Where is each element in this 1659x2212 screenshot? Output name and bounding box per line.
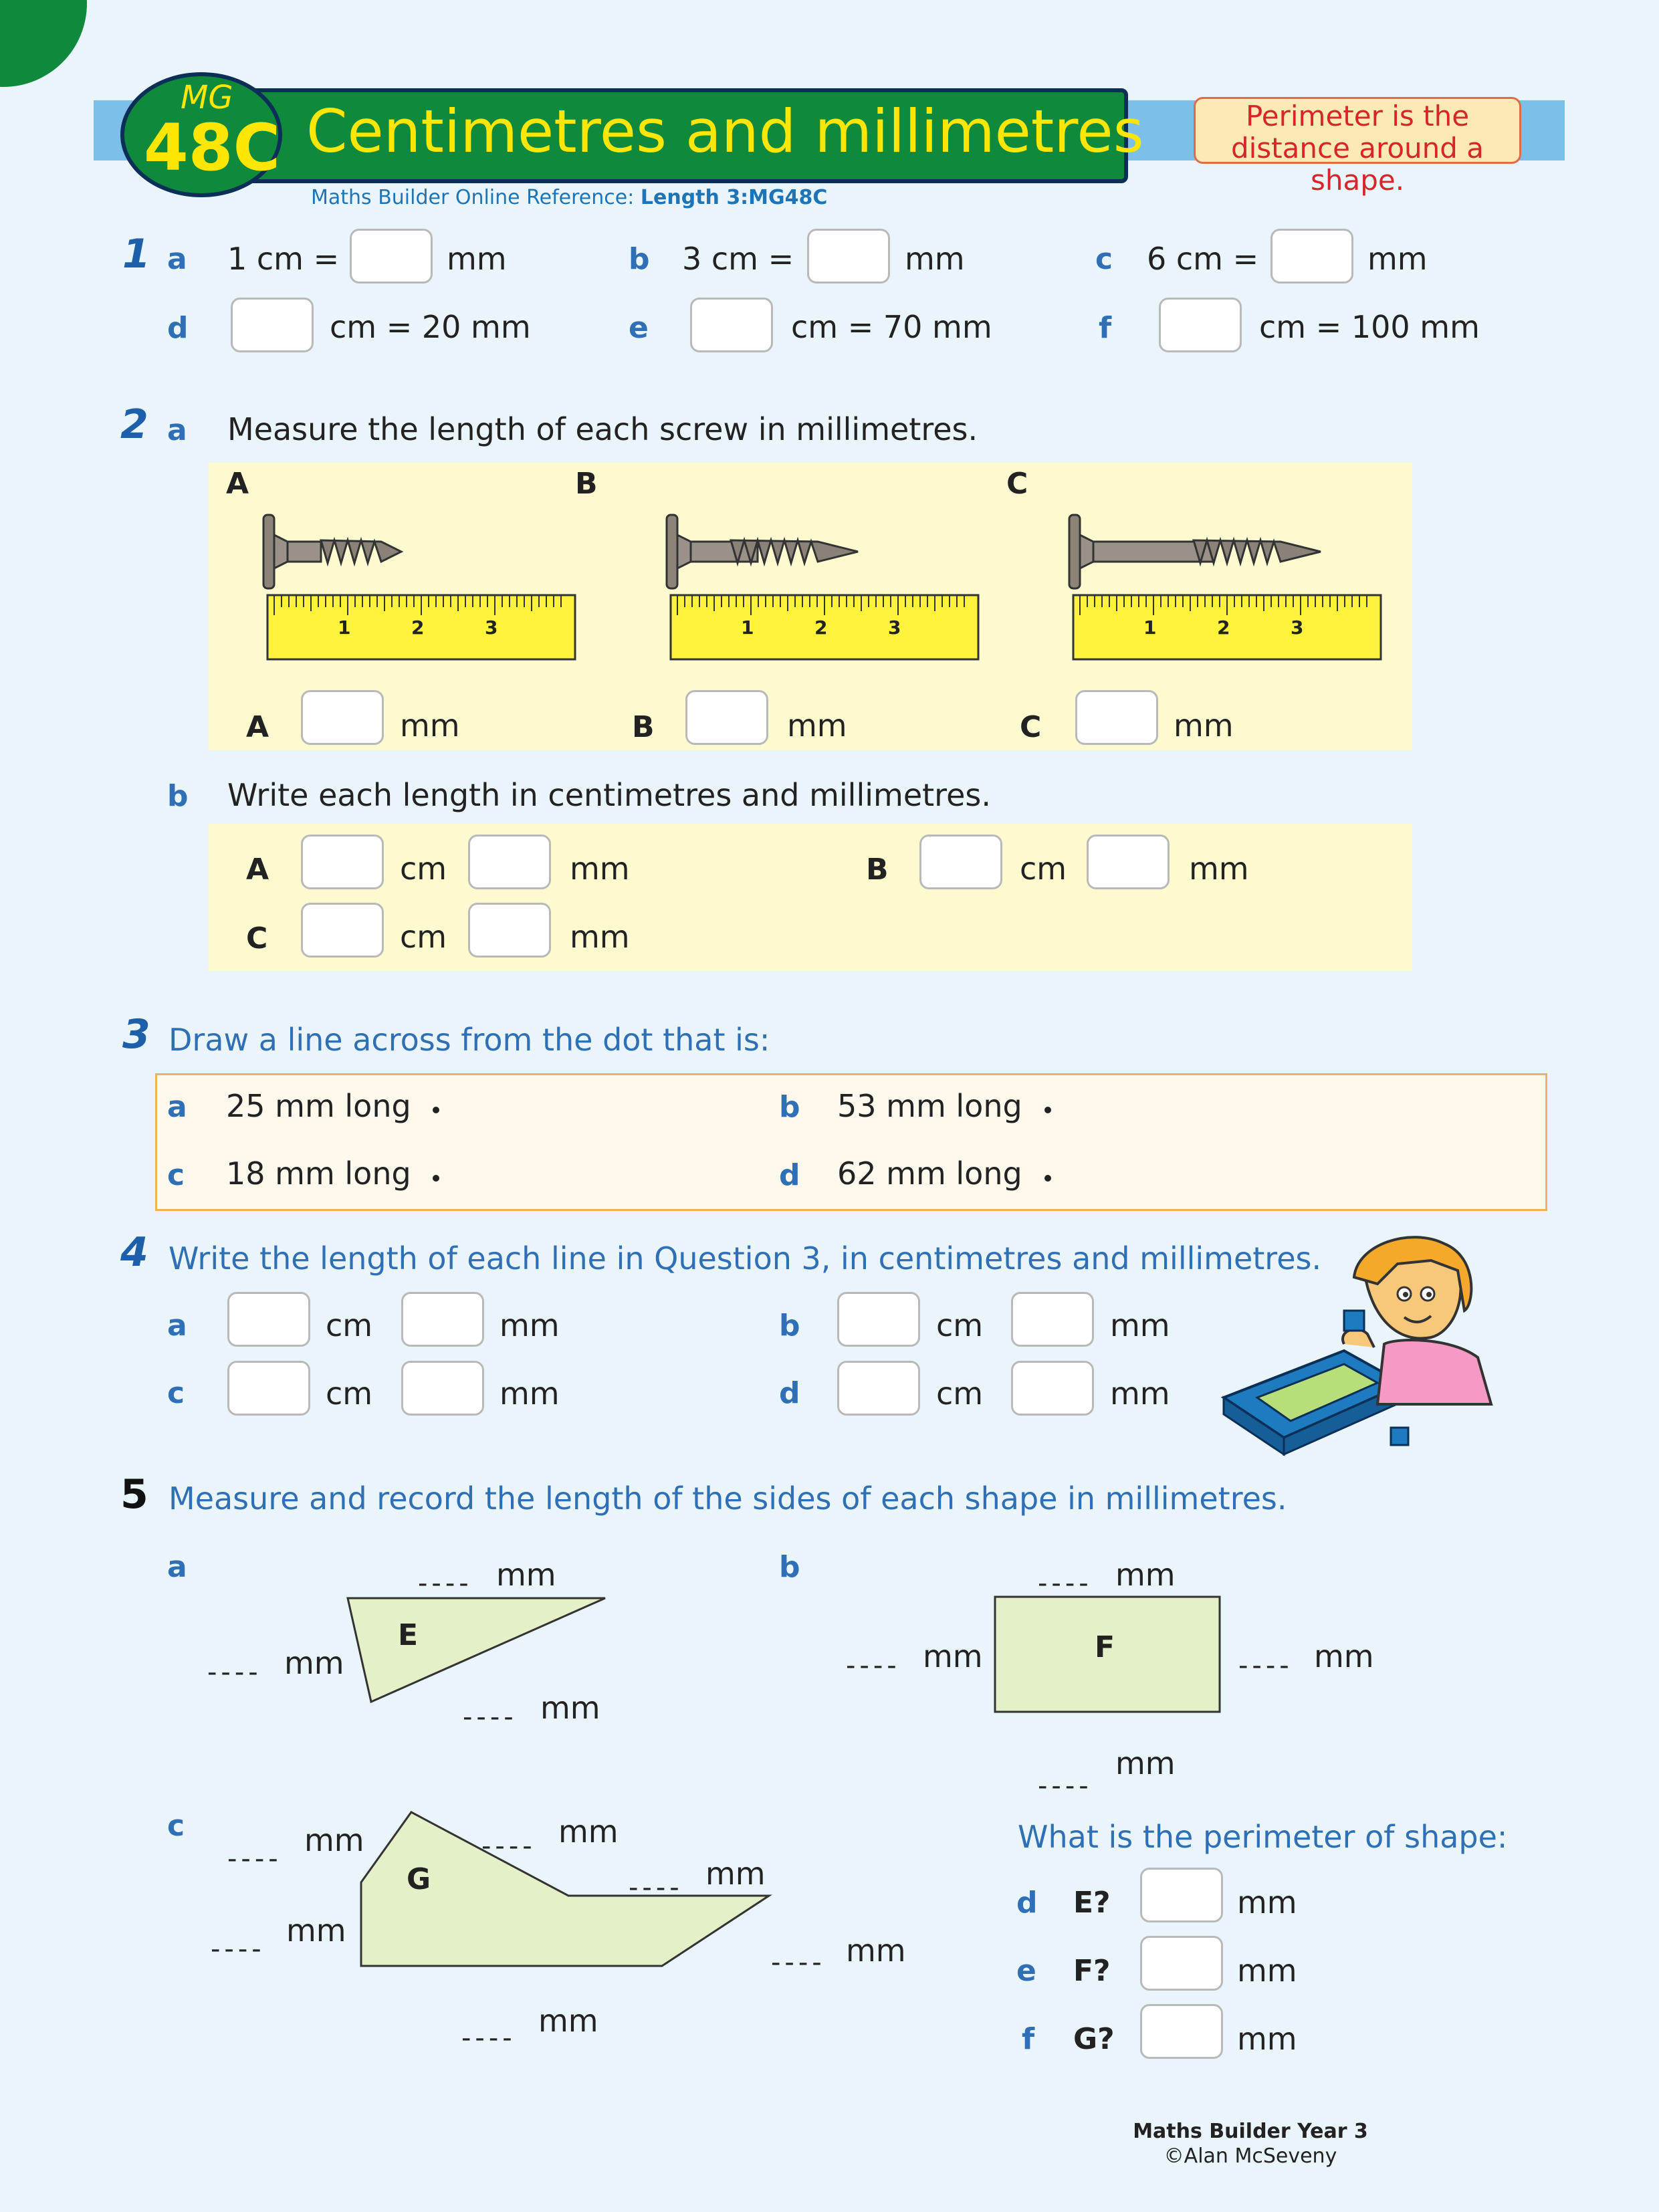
page-title: Centimetres and millimetres	[306, 97, 1144, 166]
q1-f-text: cm = 100 mm	[1259, 309, 1480, 345]
shape-g-left-blank[interactable]: ----	[211, 1934, 265, 1965]
q1-b-unit: mm	[905, 241, 965, 277]
shape-g-bottom-blank[interactable]: ----	[461, 2023, 516, 2054]
q4-d-letter: d	[779, 1376, 800, 1410]
ruler-b-tick-1: 1	[741, 617, 754, 639]
question-2-number: 2	[120, 401, 148, 448]
shape-e-top-blank[interactable]: ----	[418, 1568, 473, 1599]
shape-g-right-blank[interactable]: ----	[771, 1947, 826, 1978]
q5-d-letter: d	[1016, 1886, 1038, 1920]
shape-e-left-unit: mm	[284, 1645, 344, 1681]
q2b-a-cm-unit: cm	[400, 851, 447, 887]
q2b-c-cm-box[interactable]	[301, 903, 384, 958]
q5-e-shape: F?	[1073, 1954, 1111, 1988]
q5-b-letter: b	[779, 1550, 800, 1584]
screw-c-icon	[1069, 515, 1321, 588]
q2a-answer-c-unit: mm	[1174, 707, 1234, 744]
footer-book-title: Maths Builder Year 3	[1133, 2120, 1368, 2143]
q4-a-letter: a	[167, 1309, 187, 1343]
shape-g-topleft-unit: mm	[304, 1822, 364, 1858]
q2a-answer-a-unit: mm	[400, 707, 460, 744]
q4-c-mm-box[interactable]	[401, 1361, 484, 1416]
shape-e-diagonal-unit: mm	[540, 1690, 600, 1726]
q2b-b-label: B	[866, 853, 889, 887]
shape-f-top-unit: mm	[1115, 1557, 1176, 1593]
q1-c-letter: c	[1095, 242, 1113, 276]
q4-b-cm-box[interactable]	[837, 1292, 920, 1347]
q3-d-letter: d	[779, 1158, 800, 1192]
q1-b-text: 3 cm =	[682, 241, 794, 277]
q4-b-letter: b	[779, 1309, 800, 1343]
q5-a-letter: a	[167, 1550, 187, 1584]
screw-a-icon	[263, 515, 401, 588]
q2b-b-mm-unit: mm	[1189, 851, 1249, 887]
q3-a-letter: a	[167, 1090, 187, 1124]
q3-a-dot[interactable]	[433, 1107, 439, 1113]
shape-f-top-blank[interactable]: ----	[1038, 1568, 1093, 1599]
q5-f-answer-box[interactable]	[1140, 2004, 1223, 2059]
q1-a-unit: mm	[447, 241, 507, 277]
q1-d-answer-box[interactable]	[231, 298, 314, 352]
q4-a-cm-box[interactable]	[227, 1292, 310, 1347]
q5-d-answer-box[interactable]	[1140, 1868, 1223, 1922]
ruler-a-tick-1: 1	[338, 617, 351, 639]
q5-d-shape: E?	[1073, 1886, 1111, 1920]
question-5-number: 5	[120, 1471, 148, 1518]
q2-a-letter: a	[167, 413, 187, 447]
shape-g-slope-unit: mm	[558, 1813, 619, 1850]
perimeter-question: What is the perimeter of shape:	[1018, 1819, 1508, 1855]
ruler-c-tick-2: 2	[1217, 617, 1230, 639]
q5-d-unit: mm	[1237, 1884, 1297, 1920]
q1-c-text: 6 cm =	[1147, 241, 1259, 277]
shape-f-label: F	[1095, 1630, 1115, 1664]
q4-c-cm-box[interactable]	[227, 1361, 310, 1416]
q2a-answer-b-box[interactable]	[685, 690, 768, 745]
q4-c-cm-unit: cm	[326, 1375, 373, 1412]
q2-a-instruction: Measure the length of each screw in millimetres.	[227, 411, 978, 447]
q2b-b-cm-unit: cm	[1020, 851, 1067, 887]
screw-a-label: A	[226, 467, 249, 501]
q5-instruction: Measure and record the length of the sides of each shape in millimetres.	[169, 1480, 1287, 1517]
shape-g-topleft-blank[interactable]: ----	[227, 1844, 282, 1874]
q2b-a-mm-box[interactable]	[468, 835, 551, 889]
shape-g-bottom-unit: mm	[538, 2003, 598, 2039]
screw-b-ruler-figure	[664, 508, 985, 669]
q5-f-shape: G?	[1073, 2022, 1115, 2056]
q2a-answer-a-label: A	[246, 710, 269, 744]
ruler-b-tick-2: 2	[814, 617, 828, 639]
q2b-b-mm-box[interactable]	[1087, 835, 1170, 889]
q1-c-unit: mm	[1367, 241, 1428, 277]
q3-c-letter: c	[167, 1158, 185, 1192]
q4-instruction: Write the length of each line in Question 3, in centimetres and millimetres.	[169, 1240, 1322, 1277]
shape-f-bottom-unit: mm	[1115, 1745, 1176, 1781]
screw-a-ruler-figure	[261, 508, 582, 669]
q2b-a-label: A	[246, 853, 269, 887]
ruler-a-tick-3: 3	[485, 617, 498, 639]
q3-b-text: 53 mm long	[837, 1088, 1022, 1124]
shape-e-diagonal-blank[interactable]: ----	[463, 1702, 518, 1733]
q4-c-mm-unit: mm	[500, 1375, 560, 1412]
screw-c-label: C	[1006, 467, 1028, 501]
shape-g-ledge-blank[interactable]: ----	[629, 1872, 683, 1903]
shape-g-label: G	[407, 1862, 431, 1896]
q2b-a-mm-unit: mm	[570, 851, 630, 887]
q5-e-letter: e	[1016, 1954, 1036, 1988]
q4-b-mm-box[interactable]	[1011, 1292, 1094, 1347]
q3-b-dot[interactable]	[1044, 1107, 1051, 1113]
q2-b-letter: b	[167, 779, 189, 813]
q2b-c-mm-box[interactable]	[468, 903, 551, 958]
shape-f-right-unit: mm	[1314, 1638, 1374, 1674]
q1-f-letter: f	[1099, 311, 1112, 345]
q4-b-cm-unit: cm	[936, 1307, 984, 1343]
shape-g-right-unit: mm	[846, 1932, 906, 1969]
q4-d-cm-unit: cm	[936, 1375, 984, 1412]
shape-f-bottom-blank[interactable]: ----	[1038, 1771, 1093, 1801]
q3-b-letter: b	[779, 1090, 800, 1124]
q4-a-mm-unit: mm	[500, 1307, 560, 1343]
reference-code: Length 3:MG48C	[640, 186, 828, 209]
ruler-c-tick-1: 1	[1143, 617, 1157, 639]
reference-label: Maths Builder Online Reference:	[311, 186, 641, 209]
ruler-b-tick-3: 3	[888, 617, 901, 639]
q2b-b-cm-box[interactable]	[919, 835, 1002, 889]
badge-code: 48C	[144, 110, 281, 185]
q3-d-text: 62 mm long	[837, 1155, 1022, 1192]
shape-f-left-unit: mm	[923, 1638, 983, 1674]
q1-e-text: cm = 70 mm	[791, 309, 992, 345]
question-3-number: 3	[122, 1011, 150, 1058]
q5-c-letter: c	[167, 1809, 185, 1843]
badge-prefix: MG	[181, 79, 233, 116]
question-1-number: 1	[122, 231, 150, 278]
q1-b-answer-box[interactable]	[807, 229, 890, 284]
q2b-a-cm-box[interactable]	[301, 835, 384, 889]
q2a-answer-c-box[interactable]	[1075, 690, 1158, 745]
q1-e-letter: e	[629, 311, 649, 345]
shape-g-left-unit: mm	[286, 1912, 346, 1949]
shape-e-left-blank[interactable]: ----	[207, 1657, 262, 1688]
q1-a-answer-box[interactable]	[350, 229, 433, 284]
q2a-answer-c-label: C	[1020, 710, 1042, 744]
question-4-number: 4	[120, 1229, 148, 1276]
q3-instruction: Draw a line across from the dot that is:	[169, 1022, 770, 1058]
q2b-c-cm-unit: cm	[400, 919, 447, 955]
q2a-answer-a-box[interactable]	[301, 690, 384, 745]
q2b-c-label: C	[246, 921, 268, 956]
footer-copyright: ©Alan McSeveny	[1164, 2144, 1337, 2168]
q2-b-instruction: Write each length in centimetres and millimetres.	[227, 777, 991, 813]
shape-f-right-blank[interactable]: ----	[1238, 1650, 1293, 1681]
q4-d-mm-box[interactable]	[1011, 1361, 1094, 1416]
q5-f-letter: f	[1022, 2022, 1035, 2056]
q3-c-dot[interactable]	[433, 1175, 439, 1182]
q2a-answer-b-label: B	[632, 710, 655, 744]
q4-c-letter: c	[167, 1376, 185, 1410]
q1-e-answer-box[interactable]	[690, 298, 773, 352]
q1-d-letter: d	[167, 311, 189, 345]
q3-c-text: 18 mm long	[226, 1155, 411, 1192]
cm-mm-panel	[209, 824, 1412, 971]
screw-b-icon	[667, 515, 858, 588]
shape-g-slope-blank[interactable]: ----	[481, 1831, 536, 1862]
q1-a-text: 1 cm =	[227, 241, 340, 277]
q1-c-answer-box[interactable]	[1270, 229, 1353, 284]
q4-a-cm-unit: cm	[326, 1307, 373, 1343]
q2a-answer-b-unit: mm	[787, 707, 847, 744]
perimeter-note: Perimeter is the distance around a shape.	[1194, 97, 1521, 164]
girl-with-blocks-illustration	[1210, 1230, 1531, 1471]
q5-f-unit: mm	[1237, 2021, 1297, 2057]
ruler-c-tick-3: 3	[1291, 617, 1304, 639]
q5-e-answer-box[interactable]	[1140, 1936, 1223, 1991]
q4-b-mm-unit: mm	[1110, 1307, 1170, 1343]
q1-a-letter: a	[167, 242, 187, 276]
q2b-c-mm-unit: mm	[570, 919, 630, 955]
shape-e-label: E	[398, 1618, 419, 1652]
q4-d-cm-box[interactable]	[837, 1361, 920, 1416]
q3-d-dot[interactable]	[1044, 1175, 1051, 1182]
corner-decoration	[0, 0, 87, 87]
screw-c-ruler-figure	[1067, 508, 1388, 669]
shape-f-left-blank[interactable]: ----	[846, 1650, 901, 1681]
q1-d-text: cm = 20 mm	[330, 309, 531, 345]
q1-b-letter: b	[629, 242, 650, 276]
shape-g-ledge-unit: mm	[705, 1856, 766, 1892]
q1-f-answer-box[interactable]	[1159, 298, 1242, 352]
shape-e-top-unit: mm	[496, 1557, 556, 1593]
ruler-a-tick-2: 2	[411, 617, 425, 639]
q4-d-mm-unit: mm	[1110, 1375, 1170, 1412]
q4-a-mm-box[interactable]	[401, 1292, 484, 1347]
online-reference	[311, 186, 827, 209]
screw-b-label: B	[575, 467, 598, 501]
q5-e-unit: mm	[1237, 1953, 1297, 1989]
q3-a-text: 25 mm long	[226, 1088, 411, 1124]
